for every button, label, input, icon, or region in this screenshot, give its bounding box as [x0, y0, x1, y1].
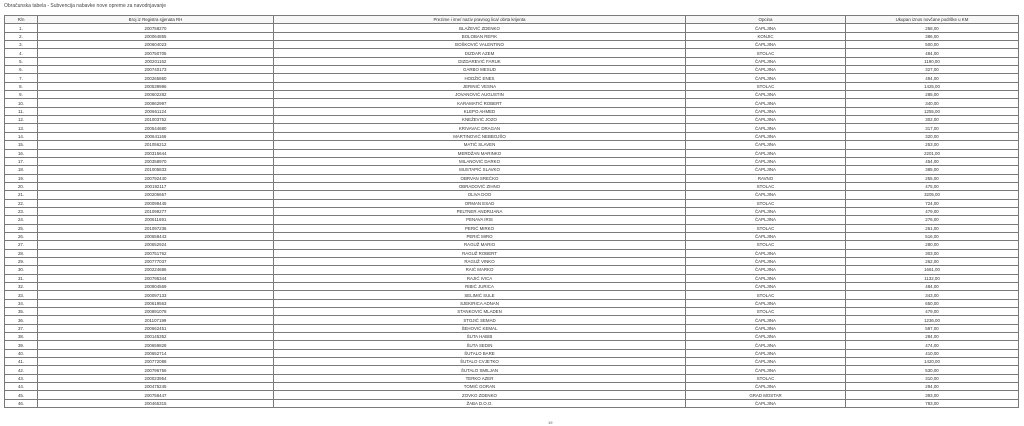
cell-row-number: 46. — [5, 399, 38, 407]
cell-name: BLAŽEVIĆ ZDENKO — [274, 24, 686, 32]
cell-municipality: ČAPLJINA — [686, 324, 846, 332]
cell-name: ŠUTALO BARE — [274, 349, 686, 357]
table-row — [5, 308, 1019, 316]
cell-amount: 276,00 — [846, 216, 1019, 224]
cell-registry-number: 200358970 — [38, 157, 274, 165]
cell-municipality: STOLAC — [686, 374, 846, 382]
cell-municipality: ČAPLJINA — [686, 316, 846, 324]
cell-municipality: ČAPLJINA — [686, 191, 846, 199]
cell-amount: 724,00 — [846, 199, 1019, 207]
cell-row-number: 15. — [5, 141, 38, 149]
cell-amount: 1255,00 — [846, 107, 1019, 115]
cell-municipality: ČAPLJINA — [686, 341, 846, 349]
cell-name: RIBIĆ JURICA — [274, 283, 686, 291]
cell-registry-number: 200145352 — [38, 333, 274, 341]
cell-amount: 650,00 — [846, 299, 1019, 307]
cell-amount: 255,00 — [846, 174, 1019, 182]
table-row — [5, 324, 1019, 332]
table-row — [5, 157, 1019, 165]
table-row — [5, 216, 1019, 224]
cell-municipality: ČAPLJINA — [686, 383, 846, 391]
cell-registry-number: 200751762 — [38, 249, 274, 257]
cell-row-number: 14. — [5, 132, 38, 140]
cell-name: BOŠKOVIĆ VALENTINO — [274, 41, 686, 49]
cell-amount: 302,00 — [846, 116, 1019, 124]
cell-municipality: STOLAC — [686, 224, 846, 232]
cell-name: ŠUTA SEDIN — [274, 341, 686, 349]
cell-name: KLEPO AHMED — [274, 107, 686, 115]
cell-row-number: 27. — [5, 241, 38, 249]
cell-name: KNEŽEVIĆ JOZO — [274, 116, 686, 124]
cell-registry-number: 200750705 — [38, 49, 274, 57]
cell-municipality: ČAPLJINA — [686, 333, 846, 341]
cell-row-number: 29. — [5, 257, 38, 265]
table-row — [5, 391, 1019, 399]
cell-registry-number: 200064855 — [38, 32, 274, 40]
cell-municipality: ČAPLJINA — [686, 124, 846, 132]
table-row — [5, 316, 1019, 324]
cell-row-number: 21. — [5, 191, 38, 199]
cell-name: ORMAN ESAD — [274, 199, 686, 207]
cell-municipality: ČAPLJINA — [686, 232, 846, 240]
cell-municipality: ČAPLJINA — [686, 66, 846, 74]
table-row — [5, 291, 1019, 299]
table-row — [5, 274, 1019, 282]
table-row — [5, 383, 1019, 391]
cell-row-number: 5. — [5, 57, 38, 65]
cell-municipality: STOLAC — [686, 199, 846, 207]
table-row — [5, 49, 1019, 57]
cell-municipality: ČAPLJINA — [686, 166, 846, 174]
cell-municipality: STOLAC — [686, 308, 846, 316]
cell-registry-number: 200224686 — [38, 266, 274, 274]
cell-registry-number: 200758270 — [38, 24, 274, 32]
table-row — [5, 32, 1019, 40]
table-row — [5, 132, 1019, 140]
table-row — [5, 91, 1019, 99]
cell-name: MATIĆ SLAVEN — [274, 141, 686, 149]
cell-amount: 484,00 — [846, 283, 1019, 291]
cell-amount: 1425,00 — [846, 82, 1019, 90]
cell-row-number: 35. — [5, 308, 38, 316]
cell-municipality: ČAPLJINA — [686, 257, 846, 265]
cell-name: RAGUŽ MARIO — [274, 241, 686, 249]
cell-municipality: ČAPLJINA — [686, 116, 846, 124]
cell-name: SJEKIRICA ADNAN — [274, 299, 686, 307]
cell-registry-number: 200662451 — [38, 324, 274, 332]
cell-row-number: 9. — [5, 91, 38, 99]
column-header-registry-number: Broj iz Registra sjjenata RH — [38, 16, 274, 24]
cell-row-number: 30. — [5, 266, 38, 274]
cell-municipality: RAVNO — [686, 174, 846, 182]
cell-name: DIZDAR AZEM — [274, 49, 686, 57]
cell-row-number: 1. — [5, 24, 38, 32]
cell-name: TERKO AZER — [274, 374, 686, 382]
cell-name: JERINIĆ VESNA — [274, 82, 686, 90]
cell-row-number: 10. — [5, 99, 38, 107]
cell-name: STANKOVIĆ MLADEN — [274, 308, 686, 316]
cell-municipality: ČAPLJINA — [686, 249, 846, 257]
cell-amount: 284,00 — [846, 333, 1019, 341]
table-row — [5, 182, 1019, 190]
cell-row-number: 28. — [5, 249, 38, 257]
cell-name: ŠUTALO CVJETKO — [274, 358, 686, 366]
cell-name: RAJIĆ IVICA — [274, 274, 686, 282]
cell-amount: 3205,00 — [846, 191, 1019, 199]
table-body — [5, 24, 1019, 408]
table-row — [5, 24, 1019, 32]
cell-amount: 783,00 — [846, 399, 1019, 407]
table-row — [5, 82, 1019, 90]
cell-municipality: ČAPLJINA — [686, 41, 846, 49]
cell-registry-number: 201003752 — [38, 116, 274, 124]
table-row — [5, 107, 1019, 115]
cell-name: OBRADOVIĆ ZIHNO — [274, 182, 686, 190]
cell-amount: 261,00 — [846, 224, 1019, 232]
cell-registry-number: 201097236 — [38, 224, 274, 232]
table-row — [5, 124, 1019, 132]
cell-name: PELTNER ANDRIJANA — [274, 207, 686, 215]
cell-municipality: ČAPLJINA — [686, 141, 846, 149]
cell-registry-number: 200604023 — [38, 41, 274, 49]
cell-registry-number: 200602282 — [38, 91, 274, 99]
cell-amount: 410,00 — [846, 349, 1019, 357]
cell-registry-number: 200862997 — [38, 99, 274, 107]
cell-amount: 386,00 — [846, 32, 1019, 40]
cell-municipality: ČAPLJINA — [686, 149, 846, 157]
cell-registry-number: 200772088 — [38, 358, 274, 366]
cell-registry-number: 200315644 — [38, 149, 274, 157]
cell-row-number: 26. — [5, 232, 38, 240]
cell-amount: 253,00 — [846, 141, 1019, 149]
cell-municipality: ČAPLJINA — [686, 349, 846, 357]
cell-name: PENAVA IRIS — [274, 216, 686, 224]
table-row — [5, 266, 1019, 274]
cell-registry-number: 200792440 — [38, 174, 274, 182]
cell-name: OLIVA DOO — [274, 191, 686, 199]
cell-municipality: ČAPLJINA — [686, 274, 846, 282]
cell-amount: 280,00 — [846, 241, 1019, 249]
cell-municipality: ČAPLJINA — [686, 132, 846, 140]
cell-amount: 479,00 — [846, 308, 1019, 316]
cell-municipality: STOLAC — [686, 182, 846, 190]
cell-amount: 343,00 — [846, 291, 1019, 299]
cell-registry-number: 200619563 — [38, 299, 274, 307]
cell-name: SELIMIĆ SULE — [274, 291, 686, 299]
cell-municipality: STOLAC — [686, 82, 846, 90]
cell-municipality: ČAPLJINA — [686, 57, 846, 65]
table-row — [5, 358, 1019, 366]
cell-registry-number: 201005833 — [38, 166, 274, 174]
cell-amount: 484,00 — [846, 49, 1019, 57]
table-row — [5, 166, 1019, 174]
table-row — [5, 191, 1019, 199]
column-header-row-number: R/n — [5, 16, 38, 24]
cell-amount: 340,00 — [846, 99, 1019, 107]
cell-registry-number: 200795344 — [38, 274, 274, 282]
table-row — [5, 257, 1019, 265]
cell-name: OBRVAN SREĆKO — [274, 174, 686, 182]
cell-amount: 1420,00 — [846, 358, 1019, 366]
table-row — [5, 57, 1019, 65]
cell-municipality: ČAPLJINA — [686, 107, 846, 115]
table-row — [5, 207, 1019, 215]
cell-amount: 327,00 — [846, 66, 1019, 74]
cell-municipality: ČAPLJINA — [686, 366, 846, 374]
cell-registry-number: 200641166 — [38, 132, 274, 140]
cell-registry-number: 200465315 — [38, 399, 274, 407]
cell-name: MILANOVIĆ DARKO — [274, 157, 686, 165]
cell-registry-number: 200539986 — [38, 82, 274, 90]
cell-name: ŠUTALO SMILJAN — [274, 366, 686, 374]
cell-row-number: 3. — [5, 41, 38, 49]
cell-row-number: 8. — [5, 82, 38, 90]
cell-municipality: ČAPLJINA — [686, 99, 846, 107]
cell-row-number: 19. — [5, 174, 38, 182]
cell-municipality: ČAPLJINA — [686, 24, 846, 32]
cell-municipality: STOLAC — [686, 49, 846, 57]
cell-amount: 530,00 — [846, 366, 1019, 374]
table-row — [5, 399, 1019, 407]
table-row — [5, 249, 1019, 257]
cell-registry-number: 200475245 — [38, 383, 274, 391]
table-row — [5, 333, 1019, 341]
table-row — [5, 141, 1019, 149]
cell-municipality: ČAPLJINA — [686, 266, 846, 274]
table-caption: Obračunska tabela - Subvencija nabavke nove opreme za navodnjavanje — [4, 3, 167, 9]
cell-row-number: 33. — [5, 291, 38, 299]
table-row — [5, 366, 1019, 374]
cell-registry-number: 200097133 — [38, 291, 274, 299]
column-header-name: Prezime i ime/ naziv pravnog lica/ obrta krijenta — [274, 16, 686, 24]
cell-row-number: 7. — [5, 74, 38, 82]
cell-registry-number: 200796756 — [38, 366, 274, 374]
cell-amount: 500,00 — [846, 41, 1019, 49]
cell-municipality: ČAPLJINA — [686, 216, 846, 224]
cell-amount: 1236,00 — [846, 316, 1019, 324]
table-row — [5, 149, 1019, 157]
table-row — [5, 174, 1019, 182]
cell-amount: 597,00 — [846, 324, 1019, 332]
cell-row-number: 23. — [5, 207, 38, 215]
page-number: 19 — [548, 420, 553, 425]
cell-registry-number: 200758447 — [38, 391, 274, 399]
table-row — [5, 66, 1019, 74]
cell-name: ŠEHOVIĆ KEMAL — [274, 324, 686, 332]
cell-registry-number: 200201152 — [38, 57, 274, 65]
cell-municipality: ČAPLJINA — [686, 399, 846, 407]
cell-name: RAGUŽ VINKO — [274, 257, 686, 265]
cell-name: HODŽIĆ ENES — [274, 74, 686, 82]
cell-row-number: 45. — [5, 391, 38, 399]
cell-row-number: 40. — [5, 349, 38, 357]
cell-name: GARBO MESUD — [274, 66, 686, 74]
cell-name: DIZDAREVIĆ FARUK — [274, 57, 686, 65]
cell-row-number: 24. — [5, 216, 38, 224]
cell-amount: 262,00 — [846, 257, 1019, 265]
cell-row-number: 4. — [5, 49, 38, 57]
cell-row-number: 6. — [5, 66, 38, 74]
cell-name: PERIĆ MIRO — [274, 232, 686, 240]
cell-registry-number: 200611691 — [38, 216, 274, 224]
cell-municipality: ČAPLJINA — [686, 358, 846, 366]
column-header-municipality: Opcina — [686, 16, 846, 24]
cell-amount: 303,00 — [846, 249, 1019, 257]
cell-municipality: ČAPLJINA — [686, 299, 846, 307]
table-row — [5, 283, 1019, 291]
cell-registry-number: 200192117 — [38, 182, 274, 190]
cell-name: PERIĆ MIRKO — [274, 224, 686, 232]
cell-name: ŽABA D.O.O. — [274, 399, 686, 407]
column-header-amount: Ukupan iznos novčane podrške u KM — [846, 16, 1019, 24]
cell-municipality: GRAD MOSTAR — [686, 391, 846, 399]
cell-amount: 479,00 — [846, 207, 1019, 215]
cell-row-number: 34. — [5, 299, 38, 307]
cell-amount: 393,00 — [846, 391, 1019, 399]
cell-row-number: 12. — [5, 116, 38, 124]
cell-name: MARTINOVIĆ NEBBOJŠO — [274, 132, 686, 140]
cell-row-number: 32. — [5, 283, 38, 291]
cell-row-number: 2. — [5, 32, 38, 40]
cell-row-number: 18. — [5, 166, 38, 174]
cell-municipality: ČAPLJINA — [686, 157, 846, 165]
cell-name: JOVANOVIĆ AUGUSTIN — [274, 91, 686, 99]
table-row — [5, 349, 1019, 357]
cell-amount: 1132,00 — [846, 274, 1019, 282]
cell-name: MERDŽAN MARINKO — [274, 149, 686, 157]
cell-name: MUSTAPIĆ SLAVKO — [274, 166, 686, 174]
cell-registry-number: 200891078 — [38, 308, 274, 316]
cell-registry-number: 201056212 — [38, 141, 274, 149]
cell-row-number: 36. — [5, 316, 38, 324]
cell-row-number: 31. — [5, 274, 38, 282]
cell-name: RAIĆ MARKO — [274, 266, 686, 274]
cell-registry-number: 200265860 — [38, 74, 274, 82]
cell-amount: 317,00 — [846, 124, 1019, 132]
cell-municipality: ČAPLJINA — [686, 283, 846, 291]
cell-municipality: STOLAC — [686, 241, 846, 249]
cell-name: BOLOBAN REFIK — [274, 32, 686, 40]
cell-row-number: 13. — [5, 124, 38, 132]
cell-registry-number: 200661124 — [38, 107, 274, 115]
cell-row-number: 20. — [5, 182, 38, 190]
cell-municipality: ČAPLJINA — [686, 74, 846, 82]
table-row — [5, 99, 1019, 107]
cell-name: STOJIĆ SEMAD — [274, 316, 686, 324]
cell-registry-number: 200206667 — [38, 191, 274, 199]
subsidy-table — [4, 15, 1019, 408]
cell-name: RAGUŽ ROBERT — [274, 249, 686, 257]
table-row — [5, 74, 1019, 82]
cell-registry-number: 200099445 — [38, 199, 274, 207]
cell-amount: 454,00 — [846, 157, 1019, 165]
cell-amount: 294,00 — [846, 383, 1019, 391]
cell-amount: 516,00 — [846, 232, 1019, 240]
cell-registry-number: 200652924 — [38, 241, 274, 249]
cell-row-number: 38. — [5, 333, 38, 341]
cell-row-number: 11. — [5, 107, 38, 115]
cell-name: TOMIĆ GORAN — [274, 383, 686, 391]
cell-row-number: 42. — [5, 366, 38, 374]
cell-municipality: STOLAC — [686, 291, 846, 299]
cell-name: KARAMATIĆ ROBERT — [274, 99, 686, 107]
cell-amount: 1661,00 — [846, 266, 1019, 274]
table-header-row — [5, 16, 1019, 24]
cell-name: KRIVAVAC DRAGAN — [274, 124, 686, 132]
cell-amount: 2201,00 — [846, 149, 1019, 157]
cell-amount: 1190,00 — [846, 57, 1019, 65]
cell-amount: 258,00 — [846, 24, 1019, 32]
cell-row-number: 17. — [5, 157, 38, 165]
cell-registry-number: 200904569 — [38, 283, 274, 291]
table-row — [5, 199, 1019, 207]
cell-amount: 475,00 — [846, 182, 1019, 190]
cell-name: ZOVKO ZDENKO — [274, 391, 686, 399]
cell-row-number: 39. — [5, 341, 38, 349]
cell-row-number: 43. — [5, 374, 38, 382]
table-row — [5, 341, 1019, 349]
table-row — [5, 241, 1019, 249]
cell-amount: 494,00 — [846, 74, 1019, 82]
table-row — [5, 374, 1019, 382]
cell-registry-number: 200544680 — [38, 124, 274, 132]
cell-amount: 385,00 — [846, 166, 1019, 174]
cell-registry-number: 200023954 — [38, 374, 274, 382]
cell-amount: 320,00 — [846, 132, 1019, 140]
cell-row-number: 25. — [5, 224, 38, 232]
cell-row-number: 37. — [5, 324, 38, 332]
cell-row-number: 16. — [5, 149, 38, 157]
cell-registry-number: 200658443 — [38, 232, 274, 240]
cell-registry-number: 201107199 — [38, 316, 274, 324]
cell-municipality: ČAPLJINA — [686, 91, 846, 99]
table-row — [5, 299, 1019, 307]
cell-row-number: 22. — [5, 199, 38, 207]
cell-row-number: 44. — [5, 383, 38, 391]
cell-municipality: ČAPLJINA — [686, 207, 846, 215]
table-row — [5, 116, 1019, 124]
cell-registry-number: 200740173 — [38, 66, 274, 74]
cell-municipality: KONJIC — [686, 32, 846, 40]
cell-registry-number: 200652714 — [38, 349, 274, 357]
cell-registry-number: 200777037 — [38, 257, 274, 265]
table-row — [5, 41, 1019, 49]
cell-amount: 310,00 — [846, 374, 1019, 382]
cell-registry-number: 201099277 — [38, 207, 274, 215]
cell-row-number: 41. — [5, 358, 38, 366]
cell-name: ŠUTA HABIB — [274, 333, 686, 341]
cell-registry-number: 200659828 — [38, 341, 274, 349]
table-row — [5, 232, 1019, 240]
cell-amount: 474,00 — [846, 341, 1019, 349]
cell-amount: 285,00 — [846, 91, 1019, 99]
table-row — [5, 224, 1019, 232]
